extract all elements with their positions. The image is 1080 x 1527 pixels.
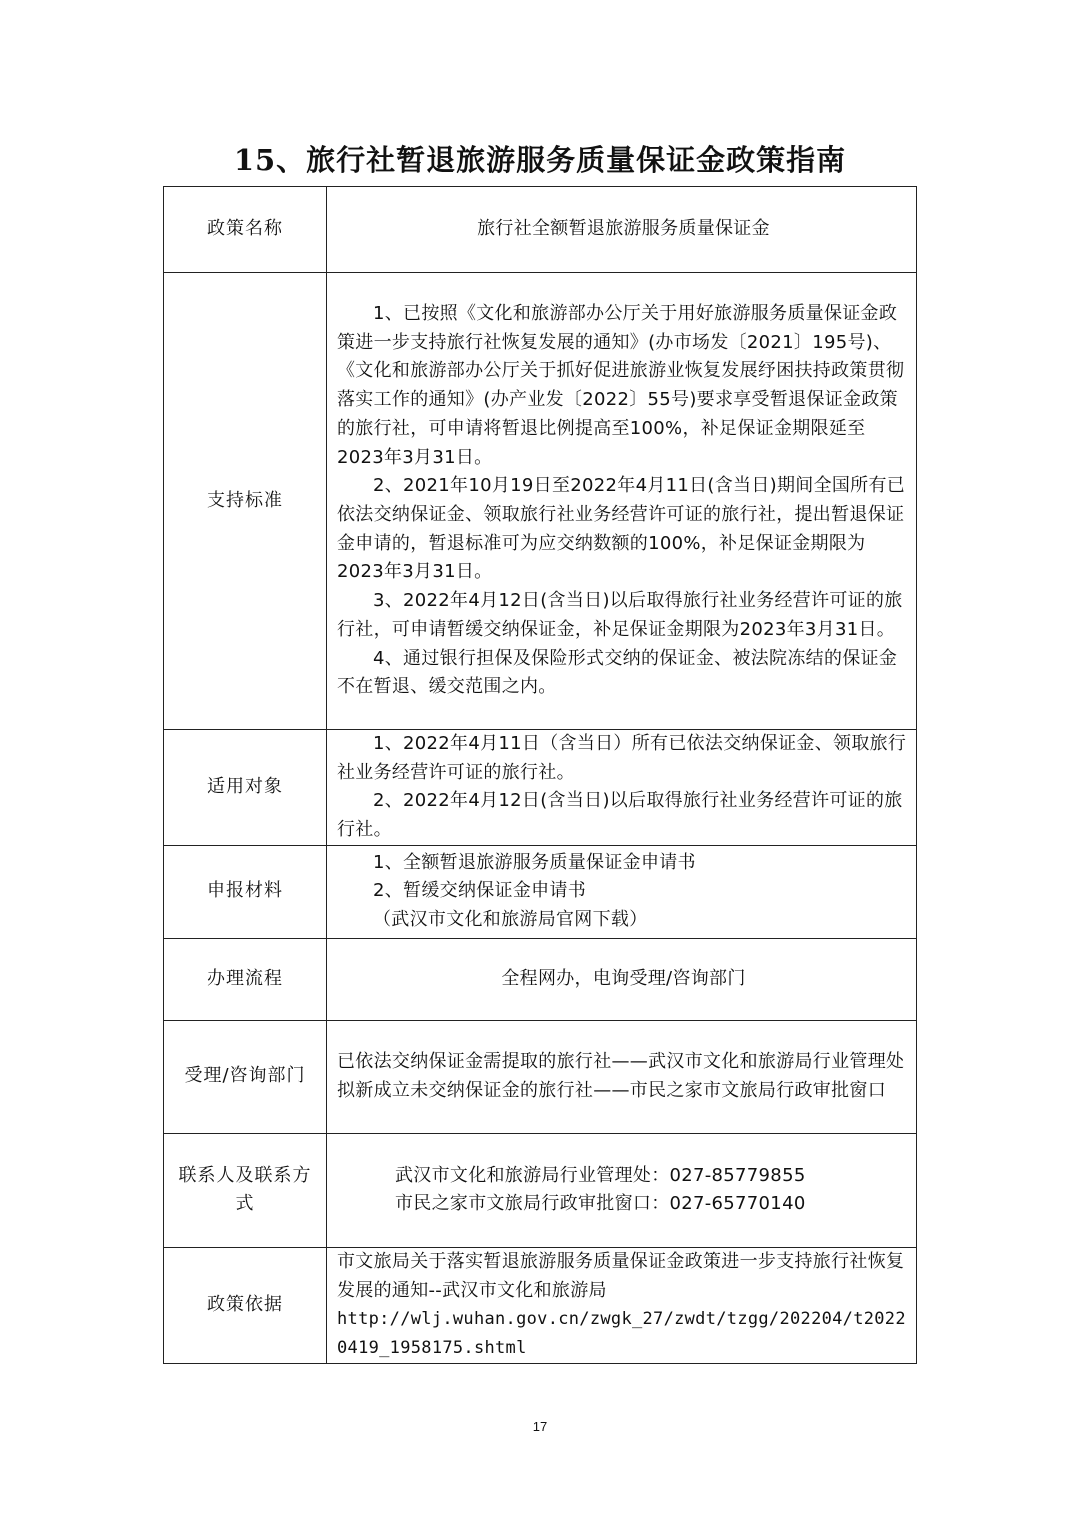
label-process: 办理流程 (164, 938, 327, 1020)
page-title: 15、旅行社暂退旅游服务质量保证金政策指南 (233, 143, 847, 177)
row-applicable-objects (164, 730, 917, 846)
value-support-standard (327, 273, 917, 730)
contact-line-1: 武汉市文化和旅游局行业管理处：027-85779855 (395, 1164, 806, 1186)
row-basis (164, 1247, 917, 1363)
row-materials (164, 845, 917, 938)
label-materials: 申报材料 (164, 845, 327, 938)
support-standard-item-3: 3、2022年4月12日(含当日)以后取得旅行社业务经营许可证的旅行社，可申请暂缓交纳保证金，补足保证金期限为2023年3月31日。 (337, 590, 903, 640)
contact-line-2: 市民之家市文旅局行政审批窗口：027-65770140 (395, 1193, 806, 1215)
value-contact (327, 1133, 917, 1247)
value-materials (327, 845, 917, 938)
value-process: 全程网办，电询受理/咨询部门 (327, 938, 917, 1020)
materials-item-1: 1、全额暂退旅游服务质量保证金申请书 (373, 851, 696, 873)
page-number: 17 (532, 1419, 548, 1434)
row-contact (164, 1133, 917, 1247)
label-basis: 政策依据 (164, 1247, 327, 1363)
row-policy-name (164, 187, 917, 273)
materials-note: （武汉市文化和旅游局官网下载） (373, 909, 648, 931)
row-department (164, 1020, 917, 1133)
label-department: 受理/咨询部门 (164, 1020, 327, 1133)
label-applicable-objects: 适用对象 (164, 730, 327, 846)
support-standard-item-1: 1、已按照《文化和旅游部办公厅关于用好旅游服务质量保证金政策进一步支持旅行社恢复发展的通知》(办市场发〔2021〕195号)、《文化和旅游部办公厅关于抓好促进旅游业恢复发展纾困扶持政策贯彻落实工作的通知》(办产业发〔2022〕55号)要求享受暂退保证金政策的旅行社，可申请将暂退比例提高至100%，补足保证金期限延至2023年3月31日。 (337, 303, 905, 468)
value-department (327, 1020, 917, 1133)
label-policy-name: 政策名称 (164, 187, 327, 273)
department-line-2: 拟新成立未交纳保证金的旅行社——市民之家市文旅局行政审批窗口 (337, 1079, 886, 1101)
materials-item-2: 2、暂缓交纳保证金申请书 (373, 880, 587, 902)
row-process (164, 938, 917, 1020)
label-contact: 联系人及联系方式 (164, 1133, 327, 1247)
applicable-objects-item-1: 1、2022年4月11日（含当日）所有已依法交纳保证金、领取旅行社业务经营许可证的旅行社。 (337, 733, 907, 783)
support-standard-item-2: 2、2021年10月19日至2022年4月11日(含当日)期间全国所有已依法交纳保证金、领取旅行社业务经营许可证的旅行社，提出暂退保证金申请的，暂退标准可为应交纳数额的100%，补足保证金期限为2023年3月31日。 (337, 475, 906, 583)
department-line-1: 已依法交纳保证金需提取的旅行社——武汉市文化和旅游局行业管理处 (337, 1051, 905, 1073)
value-applicable-objects (327, 730, 917, 846)
policy-table (163, 186, 917, 1364)
label-support-standard: 支持标准 (164, 273, 327, 730)
value-policy-name: 旅行社全额暂退旅游服务质量保证金 (327, 187, 917, 273)
row-support-standard (164, 273, 917, 730)
basis-url-link[interactable]: http://wlj.wuhan.gov.cn/zwgk_27/zwdt/tzgg/202204/t20220419_1958175.shtml (337, 1309, 906, 1358)
support-standard-item-4: 4、通过银行担保及保险形式交纳的保证金、被法院冻结的保证金不在暂退、缓交范围之内。 (337, 647, 898, 698)
value-basis (327, 1247, 917, 1363)
applicable-objects-item-2: 2、2022年4月12日(含当日)以后取得旅行社业务经营许可证的旅行社。 (337, 790, 903, 841)
basis-text: 市文旅局关于落实暂退旅游服务质量保证金政策进一步支持旅行社恢复发展的通知--武汉市文化和旅游局 (337, 1250, 905, 1301)
